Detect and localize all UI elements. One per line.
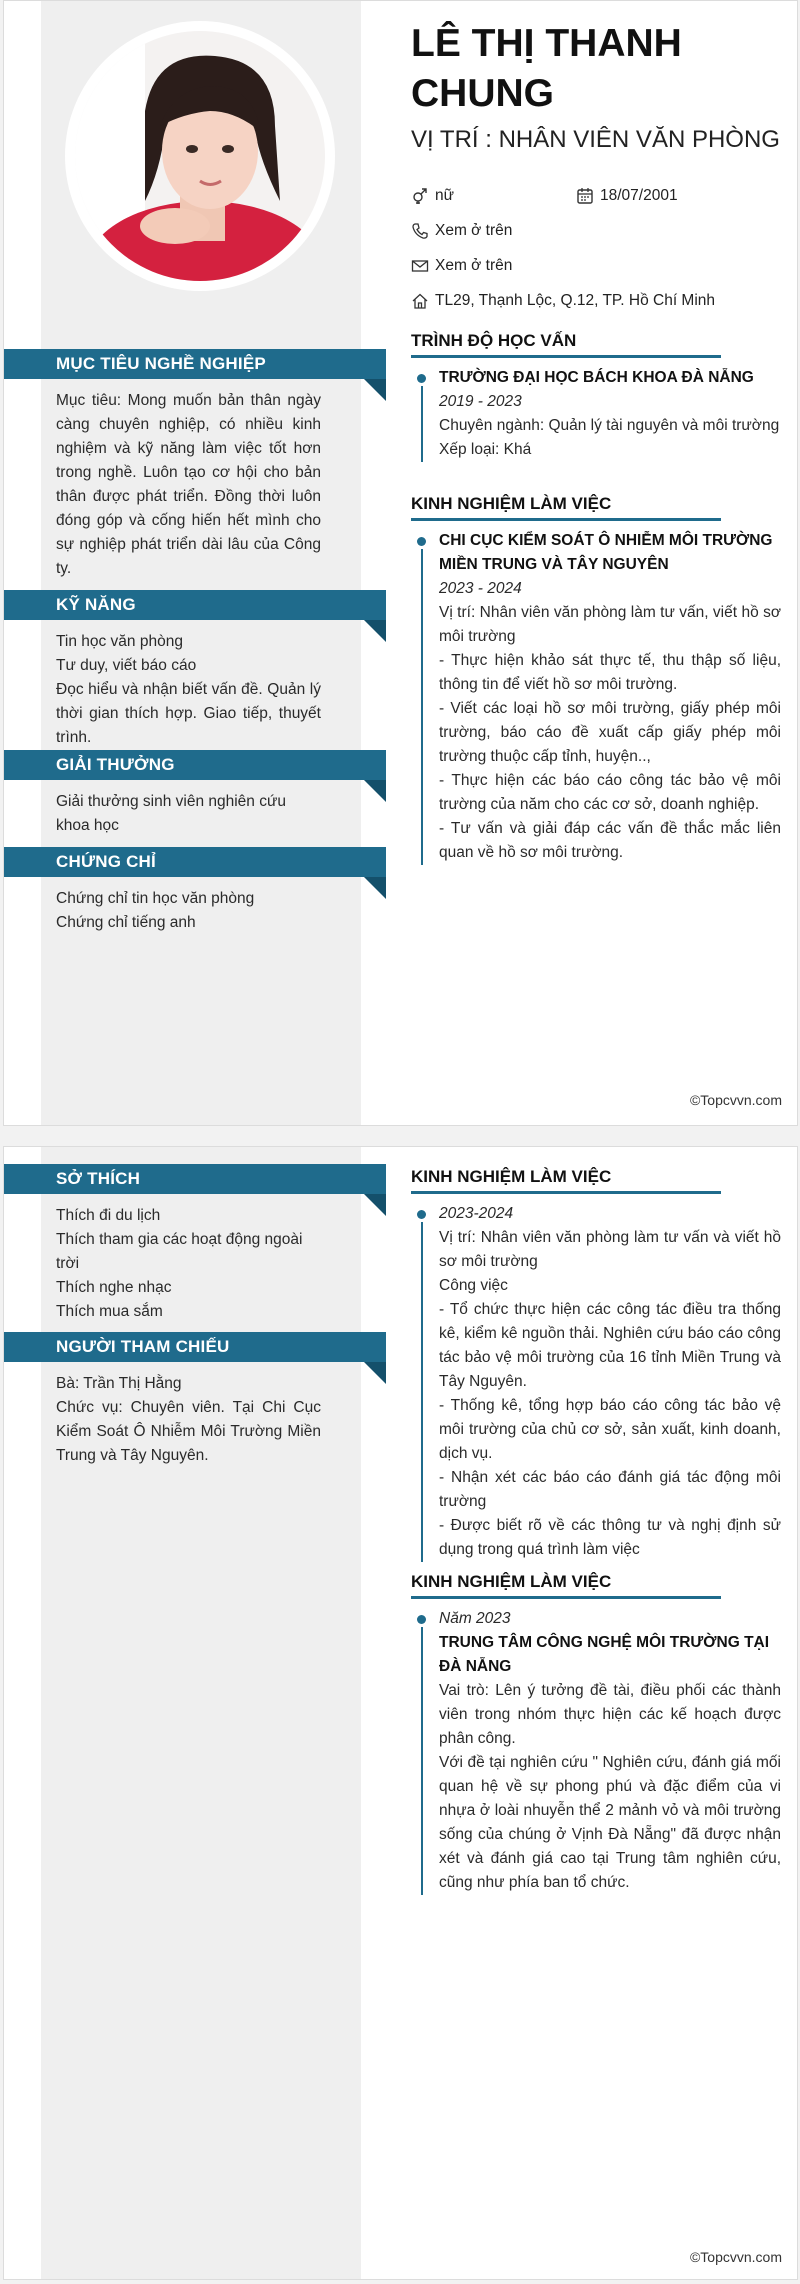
- references-section: [4, 1332, 404, 1468]
- experience-entry: [411, 1607, 781, 1895]
- experience-line: Vai trò: Lên ý tưởng đề tài, điều phối các thành viên trong nhóm thực hiện các kế hoạch được phân công.: [439, 1682, 781, 1747]
- certificate-item: Chứng chỉ tin học văn phòng: [56, 890, 255, 907]
- skill-item: Tư duy, viết báo cáo: [56, 657, 197, 674]
- mail-icon: [411, 257, 429, 275]
- experience-line: - Viết các loại hồ sơ môi trường, giấy phép môi trường, báo cáo đề xuất cấp giấy phép môi trường thuộc cấp tỉnh, huyện..,: [439, 700, 781, 765]
- hobbies-title: SỞ THÍCH: [4, 1164, 386, 1194]
- skill-item: Tin học văn phòng: [56, 633, 183, 650]
- skill-item: Đọc hiểu và nhận biết vấn đề. Quản lý thời gian thích hợp. Giao tiếp, thuyết trình.: [56, 681, 321, 746]
- reference-item: Bà: Trần Thị Hằng: [56, 1375, 182, 1392]
- references-title: NGƯỜI THAM CHIẾU: [4, 1332, 386, 1362]
- address-value: TL29, Thạnh Lộc, Q.12, TP. Hồ Chí Minh: [435, 292, 716, 309]
- phone-icon: [411, 222, 429, 240]
- calendar-icon: [576, 187, 594, 205]
- education-title: TRÌNH ĐỘ HỌC VẤN: [411, 331, 721, 358]
- experience-entry: [411, 1202, 781, 1562]
- education-years: 2019 - 2023: [439, 393, 522, 410]
- award-item: Giải thưởng sinh viên nghiên cứu khoa học: [56, 793, 286, 834]
- objective-title: MỤC TIÊU NGHỀ NGHIỆP: [4, 349, 386, 379]
- experience-title: KINH NGHIỆM LÀM VIỆC: [411, 1167, 721, 1194]
- skills-section: [4, 590, 404, 750]
- experience-line: Với đề tại nghiên cứu " Nghiên cứu, đánh giá mối quan hệ về sự phong phú và đặc điểm của vi nhựa ở loài nhuyễn thể 2 mảnh vỏ và môi trường sống của chúng ở Vịnh Đà Nẵng" đã được nhận xét và đánh giá cao tại Trung tâm nghiên cứu, cũng như phía ban tổ chức.: [439, 1754, 781, 1891]
- avatar: [65, 21, 335, 291]
- cv-page-1: [3, 0, 798, 1126]
- experience-line: - Tổ chức thực hiện các công tác điều tra thống kê, kiểm kê nguồn thải. Nghiên cứu báo cáo công tác bảo vệ môi trường của 16 tỉnh Miền Trung và Tây Nguyên.: [439, 1301, 781, 1390]
- footer-credit: ©Topcvvn.com: [689, 2249, 782, 2265]
- experience-line: - Được biết rõ về các thông tư và nghị định sử dụng trong quá trình làm việc: [439, 1517, 781, 1558]
- experience-years: Năm 2023: [439, 1610, 511, 1627]
- phone-value: Xem ở trên: [435, 222, 513, 239]
- footer-credit: ©Topcvvn.com: [689, 1092, 782, 1108]
- education-line: Xếp loại: Khá: [439, 441, 532, 458]
- home-icon: [411, 292, 429, 310]
- experience-section-3: [411, 1572, 781, 1895]
- experience-line: Vị trí: Nhân viên văn phòng làm tư vấn, viết hồ sơ môi trường: [439, 604, 781, 645]
- gender-value: nữ: [435, 187, 454, 204]
- education-section: [411, 331, 781, 462]
- education-entry: [411, 366, 781, 462]
- address-row: [411, 292, 715, 310]
- company-name: CHI CỤC KIỂM SOÁT Ô NHIỄM MÔI TRƯỜNG MIỀN TRUNG VÀ TÂY NGUYÊN: [439, 532, 773, 573]
- hobby-item: Thích nghe nhạc: [56, 1279, 172, 1296]
- hobby-item: Thích tham gia các hoạt động ngoài trời: [56, 1231, 303, 1272]
- cv-page-2: [3, 1146, 798, 2280]
- experience-line: - Thực hiện khảo sát thực tế, thu thập số liệu, thông tin để viết hồ sơ môi trường.: [439, 652, 781, 693]
- hobby-item: Thích đi du lịch: [56, 1207, 161, 1224]
- certificate-item: Chứng chỉ tiếng anh: [56, 914, 196, 931]
- experience-line: - Tư vấn và giải đáp các vấn đề thắc mắc liên quan về hồ sơ môi trường.: [439, 820, 781, 861]
- experience-years: 2023-2024: [439, 1205, 514, 1222]
- company-name: TRUNG TÂM CÔNG NGHỆ MÔI TRƯỜNG TẠI ĐÀ NẴNG: [439, 1634, 770, 1675]
- objective-section: [4, 349, 404, 581]
- experience-section-1: [411, 494, 781, 865]
- awards-title: GIẢI THƯỞNG: [4, 750, 386, 780]
- education-line: Chuyên ngành: Quản lý tài nguyên và môi trường: [439, 417, 780, 434]
- email-row: [411, 257, 512, 275]
- certificates-title: CHỨNG CHỈ: [4, 847, 386, 877]
- certificates-section: [4, 847, 404, 935]
- phone-row: [411, 222, 512, 240]
- skills-title: KỸ NĂNG: [4, 590, 386, 620]
- experience-line: - Thống kê, tổng hợp báo cáo công tác bảo vệ môi trường của chủ cơ sở, sản xuất, kinh doanh, dịch vụ.: [439, 1397, 781, 1462]
- job-position: VỊ TRÍ : NHÂN VIÊN VĂN PHÒNG: [411, 126, 780, 153]
- school-name: TRƯỜNG ĐẠI HỌC BÁCH KHOA ĐÀ NẴNG: [439, 369, 754, 386]
- gender-row: [411, 187, 454, 205]
- experience-section-2: [411, 1167, 781, 1562]
- gender-icon: [411, 187, 429, 205]
- email-value: Xem ở trên: [435, 257, 513, 274]
- experience-line: Công việc: [439, 1277, 508, 1294]
- experience-entry: [411, 529, 781, 865]
- profile-photo: [75, 31, 325, 281]
- experience-line: - Nhận xét các báo cáo đánh giá tác động môi trường: [439, 1469, 781, 1510]
- birthdate-row: [576, 187, 678, 205]
- experience-title: KINH NGHIỆM LÀM VIỆC: [411, 494, 721, 521]
- candidate-name: LÊ THỊ THANH CHUNG: [411, 22, 682, 115]
- hobbies-section: [4, 1164, 404, 1324]
- experience-title: KINH NGHIỆM LÀM VIỆC: [411, 1572, 721, 1599]
- reference-item: Chức vụ: Chuyên viên. Tại Chi Cục Kiểm Soát Ô Nhiễm Môi Trường Miền Trung và Tây Nguyên.: [56, 1399, 321, 1464]
- experience-line: Vị trí: Nhân viên văn phòng làm tư vấn và viết hồ sơ môi trường: [439, 1229, 781, 1270]
- awards-section: [4, 750, 404, 838]
- objective-text: Mục tiêu: Mong muốn bản thân ngày càng chuyên nghiệp, có nhiều kinh nghiệm và kỹ năng làm việc tốt hơn trong nghề. Luôn tạo cơ hội cho bản thân được phát triển. Đồng thời luôn đóng góp và cống hiến hết mình cho sự nghiệp phát triển dài lâu của Công ty.: [56, 392, 321, 577]
- experience-years: 2023 - 2024: [439, 580, 522, 597]
- birthdate-value: 18/07/2001: [600, 187, 678, 204]
- hobby-item: Thích mua sắm: [56, 1303, 163, 1320]
- experience-line: - Thực hiện các báo cáo công tác bảo vệ môi trường của năm cho các cơ sở, doanh nghiệp.: [439, 772, 781, 813]
